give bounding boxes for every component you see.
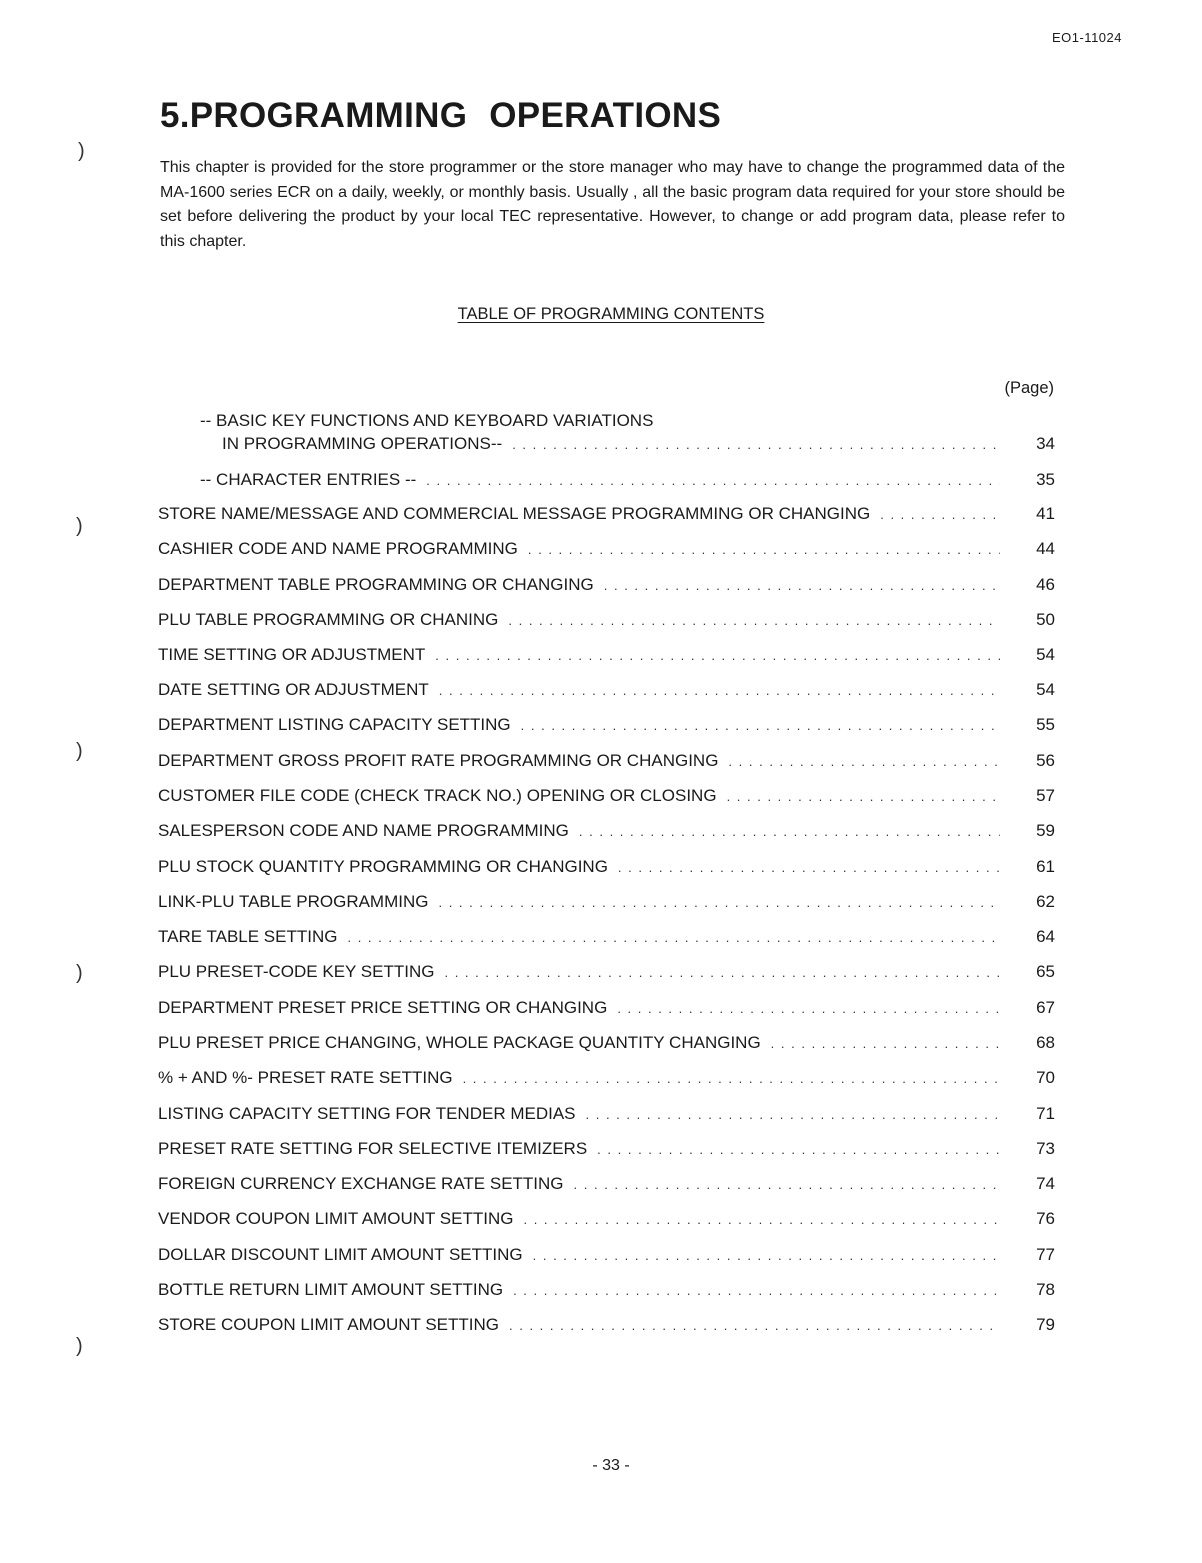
toc-entry-page: 54: [1036, 645, 1055, 664]
toc-dot-leader: [597, 1142, 1000, 1157]
toc-entry-title: SALESPERSON CODE AND NAME PROGRAMMING: [158, 821, 569, 840]
toc-entry-page: 77: [1036, 1245, 1055, 1264]
toc-entry: [158, 575, 1055, 601]
toc-dot-leader: [512, 437, 1000, 452]
toc-entry-page: 74: [1036, 1174, 1055, 1193]
toc-entry-page: 68: [1036, 1033, 1055, 1052]
toc-entry: [158, 1245, 1055, 1271]
toc-entry-page: 35: [1036, 470, 1055, 489]
toc-entry-title: LISTING CAPACITY SETTING FOR TENDER MEDIAS: [158, 1104, 576, 1123]
toc-dot-leader: [347, 930, 1000, 945]
toc-entry: [158, 1104, 1055, 1130]
toc-first-line: -- BASIC KEY FUNCTIONS AND KEYBOARD VARIATIONS: [200, 411, 654, 430]
toc-dot-leader: [528, 542, 1000, 557]
toc-entry: [158, 998, 1055, 1024]
toc-entry-page: 44: [1036, 539, 1055, 558]
toc-entry-page: 50: [1036, 610, 1055, 629]
toc-entry-page: 61: [1036, 857, 1055, 876]
margin-mark: ): [76, 962, 83, 984]
toc-dot-leader: [604, 578, 1000, 593]
toc-entry-title: TARE TABLE SETTING: [158, 927, 338, 946]
toc-entry-title: TIME SETTING OR ADJUSTMENT: [158, 645, 426, 664]
toc-entry: [158, 1209, 1055, 1235]
toc-entry: [158, 821, 1055, 847]
toc-entry-title: DOLLAR DISCOUNT LIMIT AMOUNT SETTING: [158, 1245, 523, 1264]
toc-dot-leader: [509, 1318, 1000, 1333]
toc-dot-leader: [444, 965, 1000, 980]
toc-entry: [200, 470, 1055, 496]
toc-entry: [158, 504, 1055, 530]
toc-entry-title: PLU STOCK QUANTITY PROGRAMMING OR CHANGING: [158, 857, 608, 876]
toc-entry: [158, 539, 1055, 565]
toc-entry-title: PLU PRESET PRICE CHANGING, WHOLE PACKAGE QUANTITY CHANGING: [158, 1033, 761, 1052]
toc-entry: [158, 927, 1055, 953]
toc-entry-title: LINK-PLU TABLE PROGRAMMING: [158, 892, 429, 911]
toc-entry-title: % + AND %- PRESET RATE SETTING: [158, 1068, 453, 1087]
toc-entry: [158, 857, 1055, 883]
toc-dot-leader: [771, 1036, 1000, 1051]
toc-entry-title: DEPARTMENT PRESET PRICE SETTING OR CHANGING: [158, 998, 608, 1017]
toc-entry-title: BOTTLE RETURN LIMIT AMOUNT SETTING: [158, 1280, 504, 1299]
toc-entry-page: 79: [1036, 1315, 1055, 1334]
toc-entry: [158, 751, 1055, 777]
toc-entry-page: 65: [1036, 962, 1055, 981]
toc-entry-title: DEPARTMENT TABLE PROGRAMMING OR CHANGING: [158, 575, 594, 594]
toc-dot-leader: [574, 1177, 1000, 1192]
toc-dot-leader: [508, 613, 1000, 628]
toc-entry-title: IN PROGRAMMING OPERATIONS--: [222, 434, 503, 453]
toc-entry: [222, 434, 1055, 460]
margin-mark: ): [76, 1335, 83, 1357]
toc-entry-page: 56: [1036, 751, 1055, 770]
toc-entry-title: DATE SETTING OR ADJUSTMENT: [158, 680, 429, 699]
toc-entry-page: 57: [1036, 786, 1055, 805]
toc-entry: [158, 1068, 1055, 1094]
margin-mark: ): [76, 515, 83, 537]
toc-entry: [158, 680, 1055, 706]
toc-dot-leader: [435, 648, 1000, 663]
toc-dot-leader: [727, 789, 1000, 804]
toc-entry: [158, 610, 1055, 636]
toc-entry-page: 46: [1036, 575, 1055, 594]
toc-entry: [158, 1280, 1055, 1306]
toc-entry-page: 55: [1036, 715, 1055, 734]
toc-entry-page: 70: [1036, 1068, 1055, 1087]
toc-dot-leader: [463, 1071, 1000, 1086]
toc-entry-page: 73: [1036, 1139, 1055, 1158]
toc-dot-leader: [426, 473, 1000, 488]
toc-entry-title: VENDOR COUPON LIMIT AMOUNT SETTING: [158, 1209, 514, 1228]
toc-heading: TABLE OF PROGRAMMING CONTENTS: [457, 305, 765, 323]
toc-entry-page: 34: [1036, 434, 1055, 453]
page-footer: - 33 -: [592, 1457, 630, 1474]
toc-list: [0, 408, 1202, 1348]
toc-entry: [158, 962, 1055, 988]
toc-entry-page: 71: [1036, 1104, 1055, 1123]
toc-entry-page: 41: [1036, 504, 1055, 523]
margin-mark: ): [76, 740, 83, 762]
toc-entry: [158, 645, 1055, 671]
margin-mark: ): [78, 140, 85, 162]
toc-dot-leader: [586, 1107, 1000, 1122]
toc-entry: [158, 1033, 1055, 1059]
toc-entry: [158, 715, 1055, 741]
toc-dot-leader: [880, 507, 1000, 522]
toc-entry-title: PRESET RATE SETTING FOR SELECTIVE ITEMIZERS: [158, 1139, 588, 1158]
toc-entry: [158, 786, 1055, 812]
toc-entry-page: 64: [1036, 927, 1055, 946]
toc-entry-page: 67: [1036, 998, 1055, 1017]
chapter-intro: This chapter is provided for the store programmer or the store manager who may have to change the programmed data of the MA-1600 series ECR on a daily, weekly, or monthly basis. Usually , all the basic program data required for your store should be set before delivering the product by your local TEC representative. However, to change or add program data, please refer to this chapter.: [160, 159, 1065, 250]
toc-entry-title: PLU TABLE PROGRAMMING OR CHANING: [158, 610, 499, 629]
toc-entry-title: CUSTOMER FILE CODE (CHECK TRACK NO.) OPENING OR CLOSING: [158, 786, 717, 805]
toc-dot-leader: [523, 1212, 1000, 1227]
toc-entry-page: 54: [1036, 680, 1055, 699]
toc-entry: [158, 1315, 1055, 1341]
toc-entry-page: 59: [1036, 821, 1055, 840]
toc-dot-leader: [617, 1001, 1000, 1016]
toc-dot-leader: [533, 1248, 1000, 1263]
toc-dot-leader: [618, 860, 1000, 875]
toc-entry-title: STORE NAME/MESSAGE AND COMMERCIAL MESSAGE PROGRAMMING OR CHANGING: [158, 504, 871, 523]
toc-entry-page: 76: [1036, 1209, 1055, 1228]
document-code: EO1-11024: [1051, 30, 1122, 45]
toc-dot-leader: [728, 754, 1000, 769]
toc-entry-title: -- CHARACTER ENTRIES --: [200, 470, 417, 489]
toc-dot-leader: [521, 718, 1000, 733]
toc-entry-title: PLU PRESET-CODE KEY SETTING: [158, 962, 435, 981]
toc-entry: [158, 1174, 1055, 1200]
toc-dot-leader: [438, 895, 1000, 910]
toc-dot-leader: [513, 1283, 1000, 1298]
toc-entry: [158, 1139, 1055, 1165]
toc-entry: [158, 892, 1055, 918]
toc-entry-title: STORE COUPON LIMIT AMOUNT SETTING: [158, 1315, 499, 1334]
toc-entry-page: 78: [1036, 1280, 1055, 1299]
toc-entry-title: CASHIER CODE AND NAME PROGRAMMING: [158, 539, 518, 558]
toc-entry-title: DEPARTMENT GROSS PROFIT RATE PROGRAMMING OR CHANGING: [158, 751, 719, 770]
toc-dot-leader: [439, 683, 1000, 698]
toc-entry-title: FOREIGN CURRENCY EXCHANGE RATE SETTING: [158, 1174, 564, 1193]
toc-entry-title: DEPARTMENT LISTING CAPACITY SETTING: [158, 715, 511, 734]
toc-page-label: (Page): [1004, 379, 1054, 397]
chapter-title: 5.PROGRAMMING OPERATIONS: [160, 96, 722, 135]
toc-entry-page: 62: [1036, 892, 1055, 911]
toc-dot-leader: [579, 824, 1000, 839]
